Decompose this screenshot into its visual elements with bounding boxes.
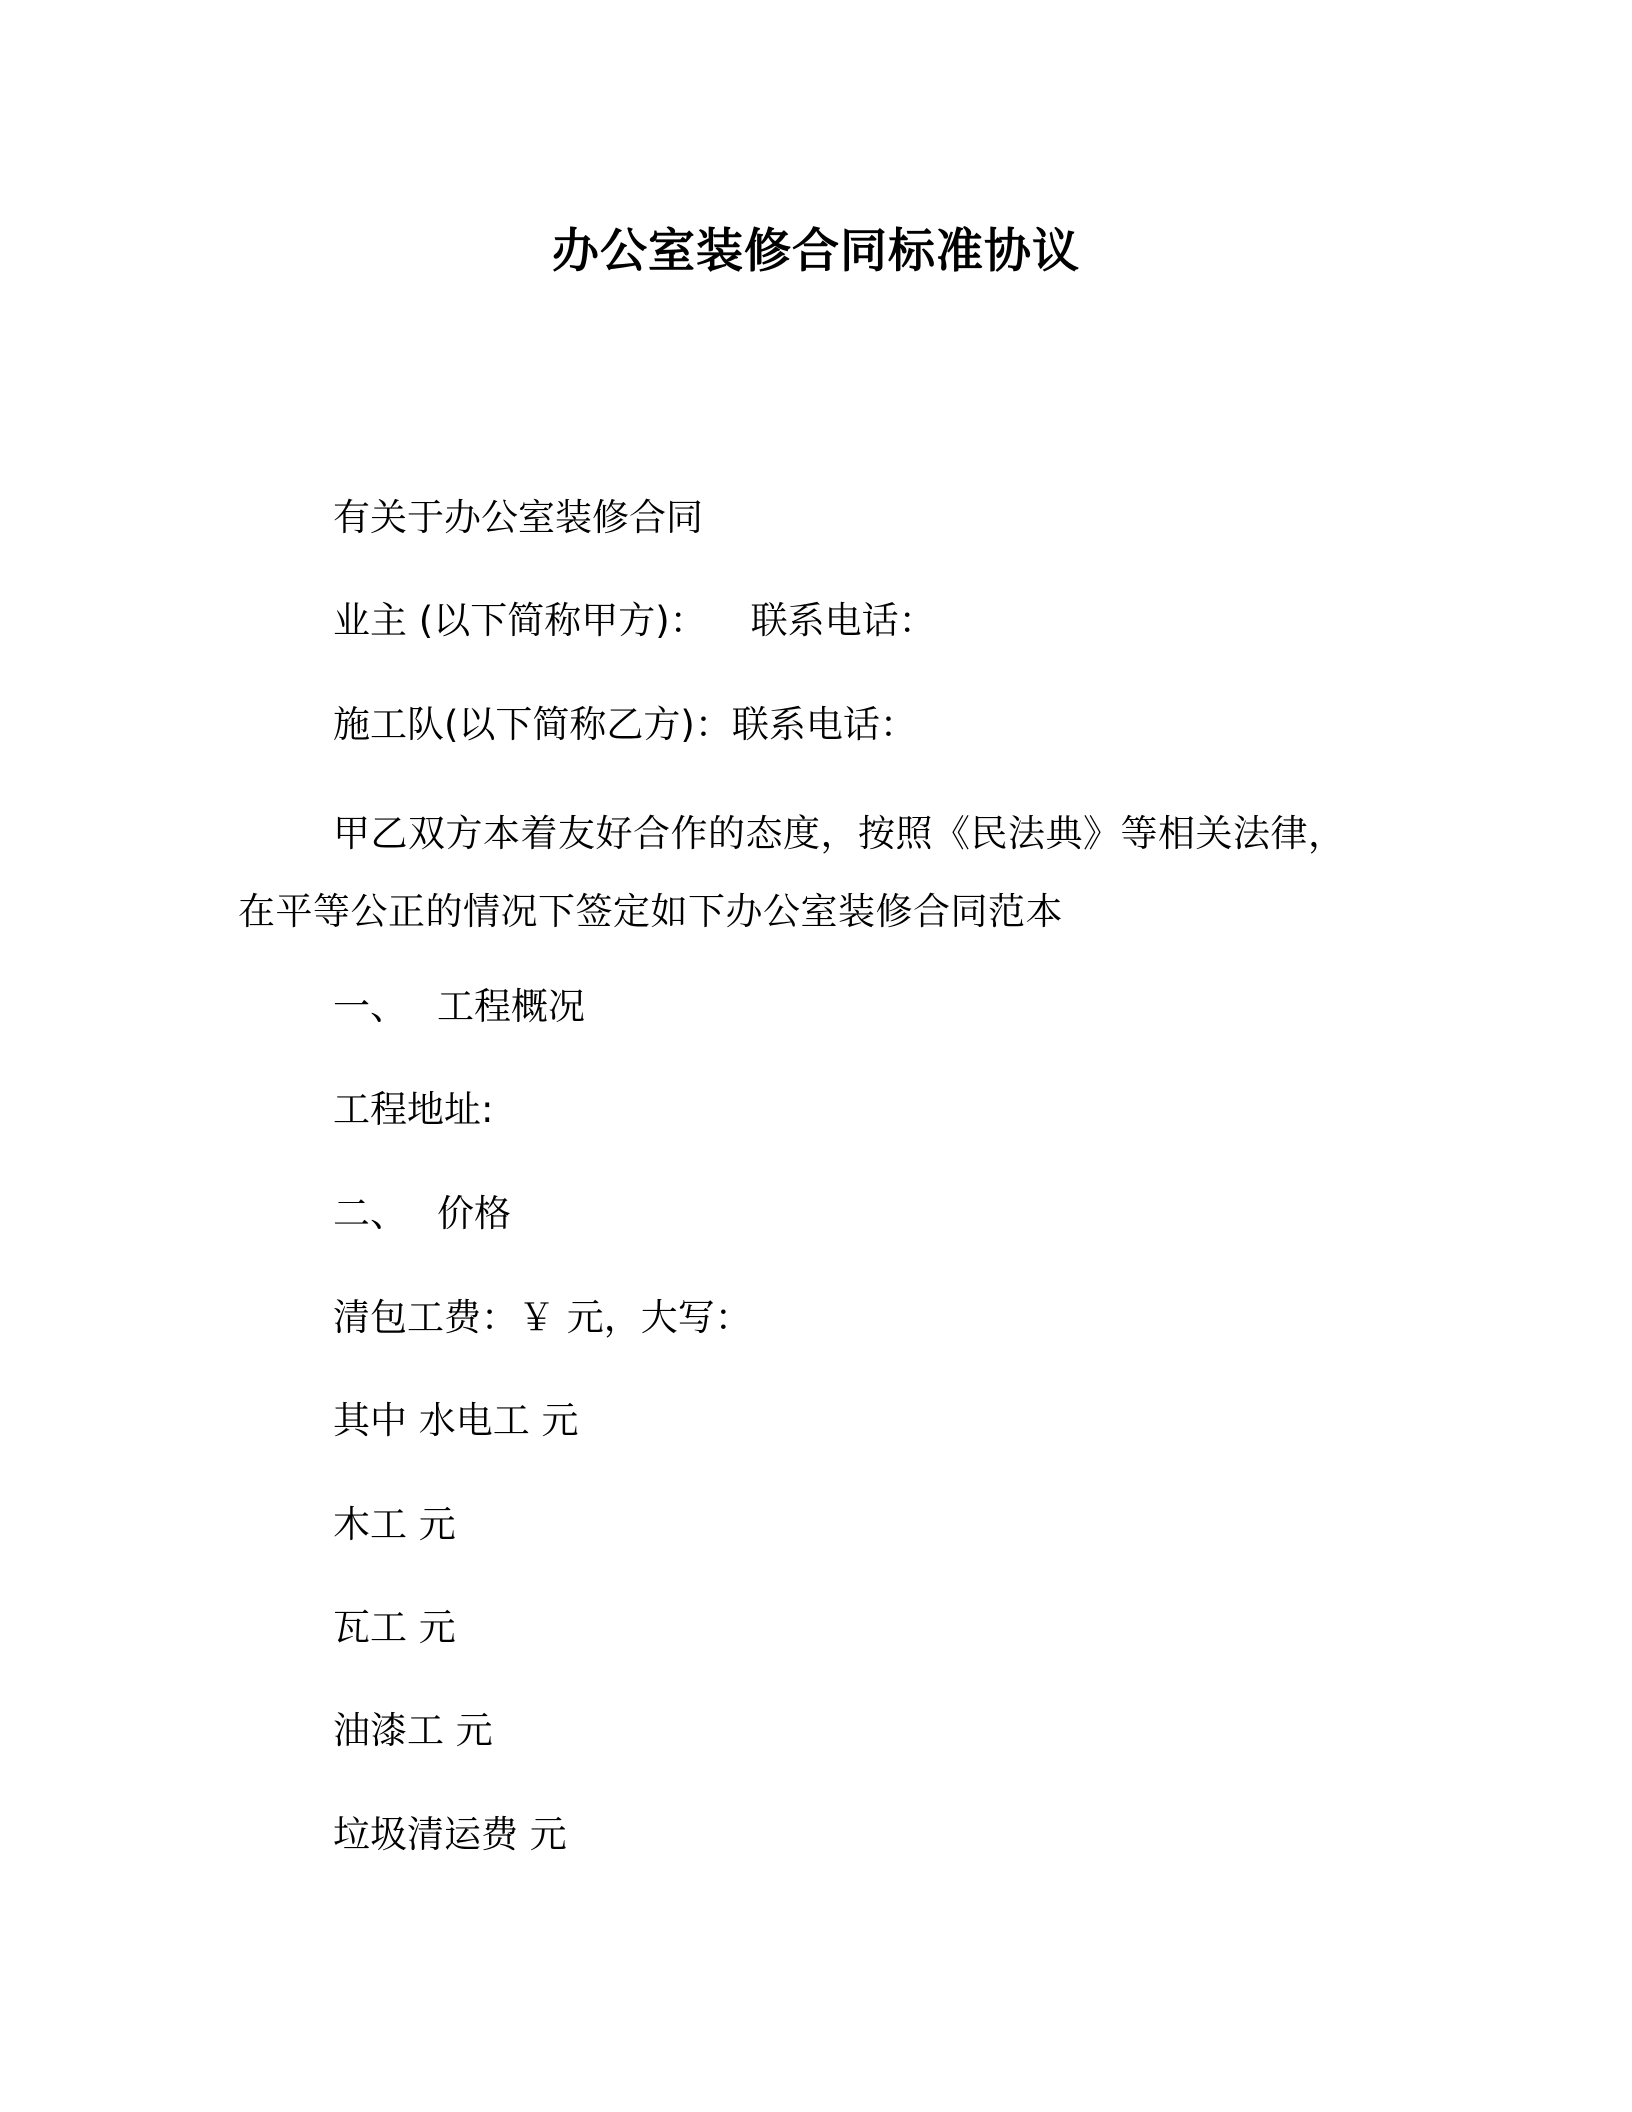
party-a-phone-label: 联系电话： bbox=[750, 599, 936, 642]
party-b-phone-label: 联系电话： bbox=[731, 703, 917, 746]
section1-title: 工程概况 bbox=[437, 985, 585, 1028]
intro-line: 有关于办公室装修合同 bbox=[333, 496, 703, 539]
price-item: 油漆工 元 bbox=[333, 1709, 493, 1752]
price-item: 木工 元 bbox=[333, 1503, 456, 1546]
section2-title: 价格 bbox=[437, 1192, 511, 1235]
price-item: 垃圾清运费 元 bbox=[333, 1813, 567, 1856]
party-a-label: 业主 (以下简称甲方)： bbox=[333, 599, 707, 642]
labor-fee-line: 清包工费：￥ 元，大写： bbox=[333, 1296, 752, 1339]
party-b-line bbox=[333, 700, 917, 750]
section1-heading bbox=[333, 982, 585, 1032]
section2-number: 二、 bbox=[333, 1192, 407, 1235]
price-item: 其中 水电工 元 bbox=[333, 1399, 579, 1442]
document-title: 办公室装修合同标准协议 bbox=[552, 224, 1080, 279]
section1-number: 一、 bbox=[333, 985, 407, 1028]
price-item: 瓦工 元 bbox=[333, 1606, 456, 1649]
section2-heading bbox=[333, 1189, 511, 1239]
preamble-paragraph: 甲乙双方本着友好合作的态度，按照《民法典》等相关法律，在平等公正的情况下签定如下办公室装修合同范本 bbox=[238, 812, 1346, 933]
project-address-line: 工程地址: bbox=[333, 1088, 494, 1131]
party-a-line bbox=[333, 596, 936, 646]
party-b-label: 施工队(以下简称乙方)： bbox=[333, 703, 732, 746]
